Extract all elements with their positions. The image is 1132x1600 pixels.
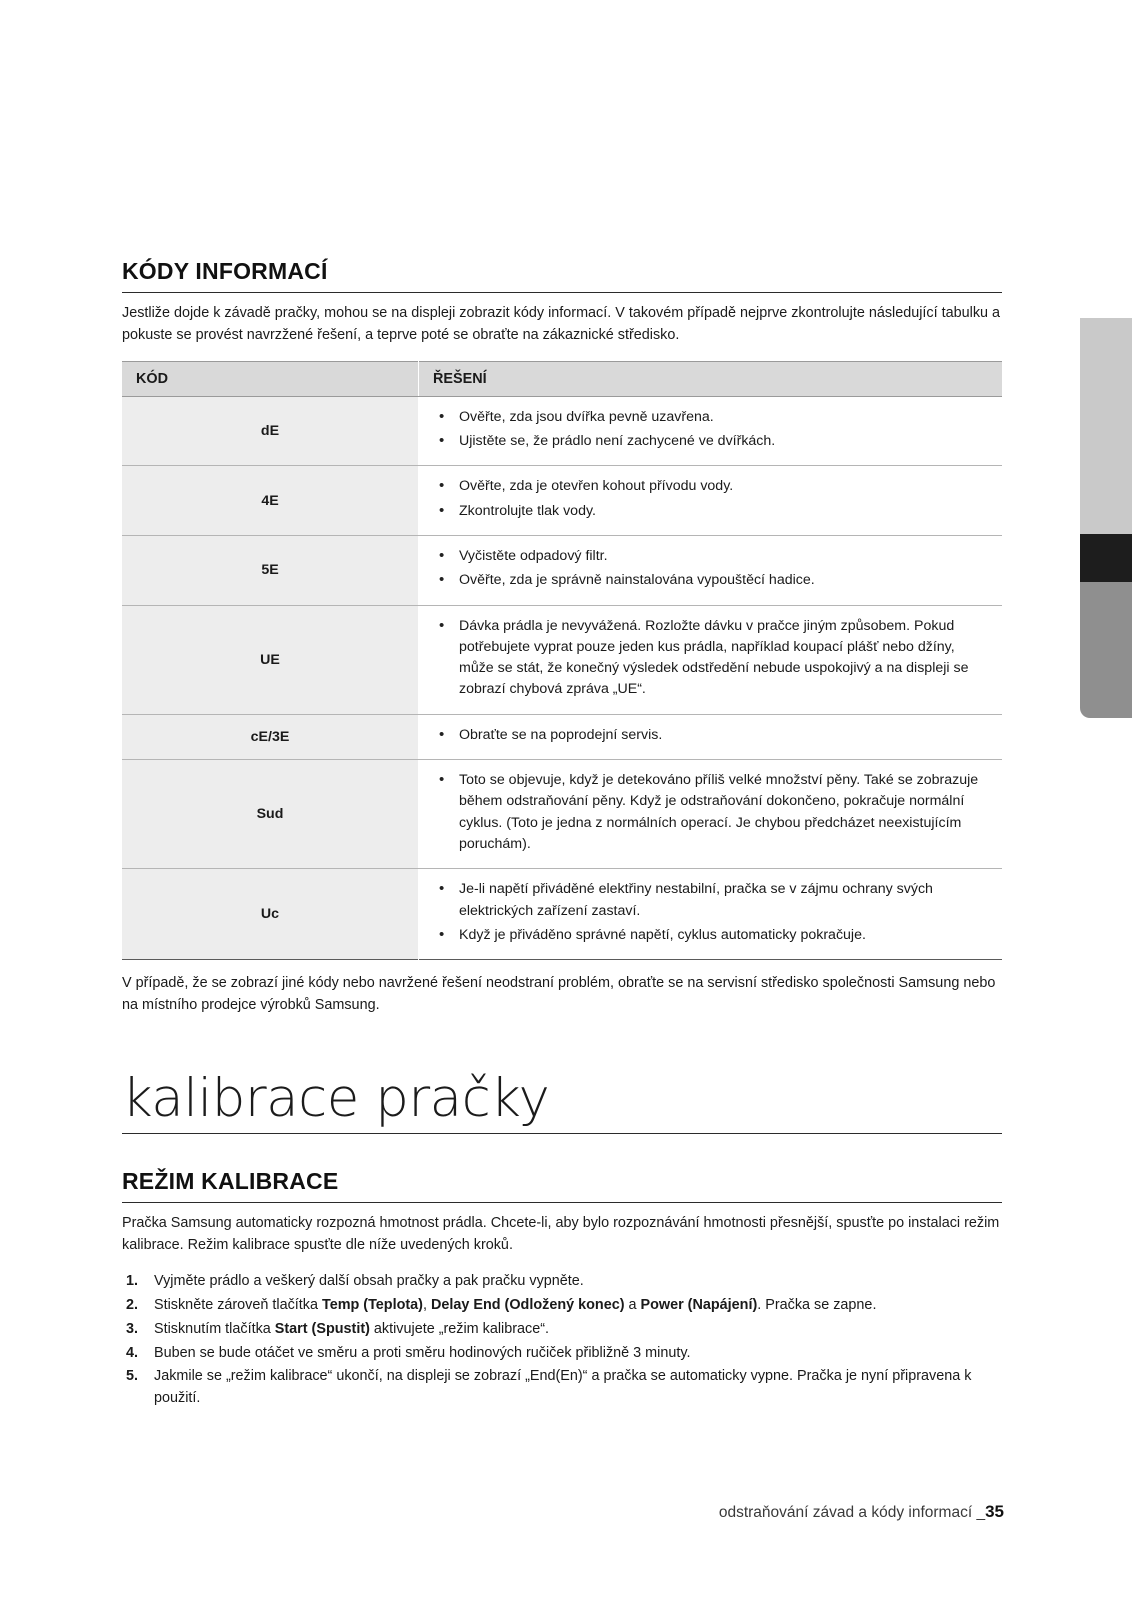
- chapter-title: kalibrace pračky: [122, 1067, 550, 1129]
- list-item: Buben se bude otáčet ve směru a proti směru hodinových ručiček přibližně 3 minuty.: [154, 1344, 691, 1361]
- list-item: • Obraťte se na poprodejní servis.: [433, 725, 988, 746]
- table-header-code: KÓD: [122, 361, 419, 396]
- table-cell-code: UE: [122, 605, 419, 714]
- chapter-heading: [122, 1067, 1002, 1134]
- list-item: • Dávka prádla je nevyvážená. Rozložte dávku v pračce jiným způsobem. Pokud potřebujete vyprat pouze jeden kus prádla, například koupací plášť nebo džíny, může se stát, že konečný výsledek odstředění nebude uspokojivý a na displeji se zobrazí chybová zpráva „UE“.: [433, 616, 988, 701]
- list-item: • Je-li napětí přiváděné elektřiny nestabilní, pračka se v zájmu ochrany svých elektrických zařízení zastaví.: [433, 879, 988, 922]
- calibration-steps: [122, 1271, 1002, 1410]
- table-cell-code: Sud: [122, 760, 419, 869]
- solution-list: [433, 879, 988, 946]
- list-item: Vyjměte prádlo a veškerý další obsah pračky a pak pračku vypněte.: [154, 1272, 584, 1289]
- table-cell-solution: [419, 535, 1003, 605]
- table-cell-code: dE: [122, 396, 419, 466]
- table-row: [122, 466, 1002, 536]
- solution-list: [433, 725, 988, 746]
- table-cell-code: 5E: [122, 535, 419, 605]
- chapter-side-tab-label: 04 ODSTRAŇOVÁNÍ ZÁVAD: [1082, 76, 1097, 267]
- table-row: [122, 605, 1002, 714]
- page-number: 35: [985, 1502, 1004, 1521]
- page-title: KÓDY INFORMACÍ: [122, 258, 1002, 293]
- table-row: [122, 760, 1002, 869]
- calibration-intro: Pračka Samsung automaticky rozpozná hmotnost prádla. Chcete-li, aby bylo rozpoznávání hmotnosti přesnější, spusťte po instalaci režim kalibrace. Režim kalibrace spusťte dle níže uvedených kroků.: [122, 1215, 1000, 1253]
- chapter-side-tab: [1080, 318, 1132, 718]
- list-item: • Zkontrolujte tlak vody.: [433, 501, 988, 522]
- list-item: • Vyčistěte odpadový filtr.: [433, 546, 988, 567]
- table-cell-solution: [419, 605, 1003, 714]
- list-item: • Ověřte, zda je otevřen kohout přívodu vody.: [433, 476, 988, 497]
- footer-text: odstraňování závad a kódy informací _: [718, 1504, 986, 1521]
- list-item: Jakmile se „režim kalibrace“ ukončí, na displeji se zobrazí „End(En)“ a pračka se automaticky vypne. Pračka je nyní připravena k použití.: [154, 1368, 972, 1407]
- table-row: [122, 714, 1002, 759]
- table-cell-solution: [419, 396, 1003, 466]
- table-header-row: [122, 361, 1002, 396]
- list-item: • Ověřte, zda je správně nainstalována vypouštěcí hadice.: [433, 570, 988, 591]
- solution-list: [433, 476, 988, 522]
- page-footer: [719, 1502, 1004, 1522]
- after-table-paragraph: V případě, že se zobrazí jiné kódy nebo navržené řešení neodstraní problém, obraťte se na servisní středisko společnosti Samsung nebo na místního prodejce výrobků Samsung.: [122, 975, 996, 1014]
- table-cell-code: 4E: [122, 466, 419, 536]
- table-body: [122, 396, 1002, 959]
- list-item: Stisknutím tlačítka Start (Spustit) aktivujete „režim kalibrace“.: [154, 1320, 550, 1337]
- table-cell-solution: [419, 714, 1003, 759]
- page-content: [122, 258, 1002, 1412]
- info-codes-table: [122, 361, 1002, 960]
- list-item: • Toto se objevuje, když je detekováno příliš velké množství pěny. Také se zobrazuje během odstraňování pěny. Když je odstraňování dokončeno, pokračuje normální cyklus. (Toto je jedna z normálních operací. Je chybou předcházet neexistujícím poruchám).: [433, 770, 988, 855]
- table-header-solution: ŘEŠENÍ: [419, 361, 1003, 396]
- list-item: • Ujistěte se, že prádlo není zachycené ve dvířkách.: [433, 431, 988, 452]
- table-row: [122, 535, 1002, 605]
- table-cell-solution: [419, 869, 1003, 960]
- solution-list: [433, 770, 988, 855]
- solution-list: [433, 407, 988, 453]
- table-cell-solution: [419, 760, 1003, 869]
- intro-paragraph: Jestliže dojde k závadě pračky, mohou se na displeji zobrazit kódy informací. V takovém případě nejprve zkontrolujte následující tabulku a pokuste se provést navrzžené řešení, a teprve poté se obraťte na zákaznické středisko.: [122, 305, 1001, 343]
- list-item: • Ověřte, zda jsou dvířka pevně uzavřena.: [433, 407, 988, 428]
- list-item: Stiskněte zároveň tlačítka Temp (Teplota), Delay End (Odložený konec) a Power (Napájení). Pračka se zapne.: [154, 1296, 877, 1313]
- table-cell-solution: [419, 466, 1003, 536]
- solution-list: [433, 616, 988, 701]
- list-item: • Když je přiváděno správné napětí, cyklus automaticky pokračuje.: [433, 925, 988, 946]
- table-cell-code: Uc: [122, 869, 419, 960]
- table-row: [122, 869, 1002, 960]
- calibration-title: REŽIM KALIBRACE: [122, 1168, 1002, 1203]
- table-row: [122, 396, 1002, 466]
- solution-list: [433, 546, 988, 592]
- table-cell-code: cE/3E: [122, 714, 419, 759]
